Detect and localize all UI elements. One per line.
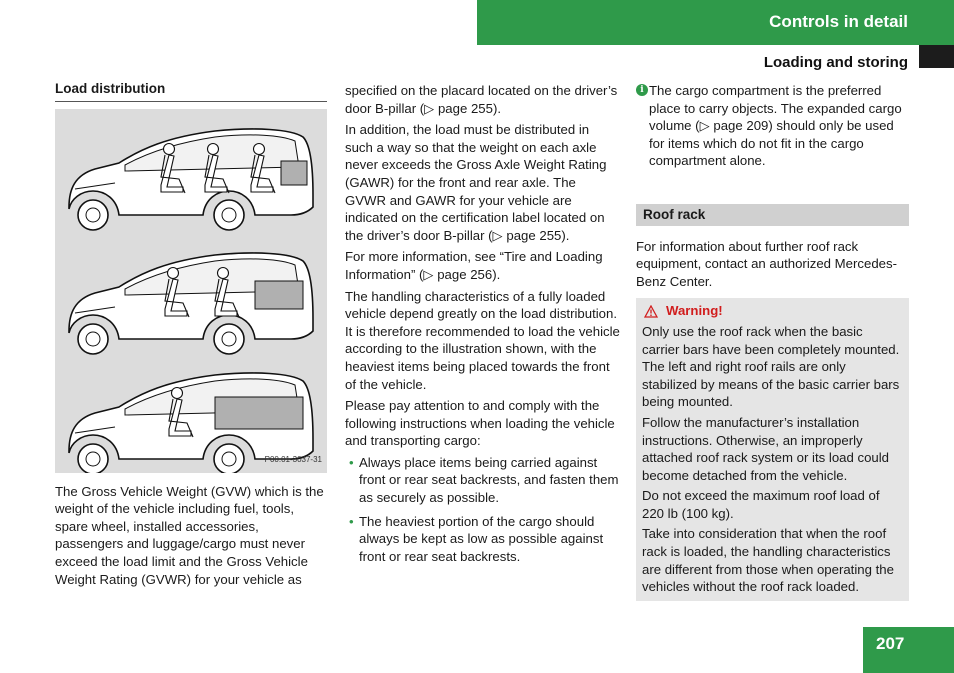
info-note xyxy=(636,82,909,170)
list-item-text: Always place items being carried against front or rear seat backrests, and fasten them as securely as possible. xyxy=(359,454,619,506)
thumb-tab xyxy=(919,45,954,68)
info-note-text: The cargo compartment is the preferred place to carry objects. The expanded cargo volume (▷ page 209) should only be used for items which do not fit in the cargo compartment alone. xyxy=(649,83,902,169)
figure-code: P00.01-3037-31 xyxy=(264,455,322,464)
bullet-icon: • xyxy=(349,454,354,470)
list-item-text: The heaviest portion of the cargo should always be kept as low as possible against front or rear seat backrests. xyxy=(359,513,604,564)
section-title: Loading and storing xyxy=(763,54,908,71)
left-column xyxy=(55,80,327,592)
right-column xyxy=(636,82,909,601)
middle-column xyxy=(345,82,620,571)
warning-paragraph: Follow the manufacturer’s installation instructions. Otherwise, an improperly attached roof rack system or its load could become detached from the vehicle. xyxy=(642,414,890,483)
tire-info-paragraph: For more information, see “Tire and Loading Information” (▷ page 256). xyxy=(345,249,603,282)
warning-box xyxy=(636,298,909,601)
warning-title-row xyxy=(642,302,903,320)
axle-weight-paragraph: In addition, the load must be distributed in such a way so that the weight on each axle never exceeds the Gross Axle Weight Rating (GAWR) for the front and rear axle. The GVWR and GAWR for your vehicle are indicated on the certification label located on the driver’s door B-pillar (▷ page 255). xyxy=(345,122,607,243)
list-item xyxy=(345,513,620,566)
warning-paragraph: Take into consideration that when the roof rack is loaded, the handling characteristics are different from those when operating the vehicles without the roof rack loaded. xyxy=(642,526,894,595)
placard-paragraph: specified on the placard located on the driver’s door B-pillar (▷ page 255). xyxy=(345,83,618,116)
warning-title: Warning! xyxy=(666,303,723,319)
warning-triangle-icon xyxy=(644,305,658,318)
warning-paragraph: Do not exceed the maximum roof load of 220 lb (100 kg). xyxy=(642,488,880,521)
load-distribution-figure xyxy=(55,109,327,473)
list-item xyxy=(345,454,620,507)
load-distribution-heading: Load distribution xyxy=(55,80,327,102)
page-number: 207 xyxy=(876,634,905,653)
header-bar xyxy=(477,0,954,45)
gvw-paragraph: The Gross Vehicle Weight (GVW) which is the weight of the vehicle including fuel, tools, spare wheel, installed accessories, passengers and luggage/cargo must never exceed the load limit and the Gross Vehicle Weight Rating (GVWR) for your vehicle as xyxy=(55,483,324,587)
roof-rack-heading: Roof rack xyxy=(636,204,909,226)
roof-rack-paragraph: For information about further roof rack equipment, contact an authorized Mercedes-Benz Center. xyxy=(636,238,897,289)
bullet-icon: • xyxy=(349,513,354,529)
warning-paragraph: Only use the roof rack when the basic carrier bars have been completely mounted. The left and right roof rails are only stabilized by means of the basic carrier bars being mounted. xyxy=(642,323,900,410)
chapter-title: Controls in detail xyxy=(769,12,908,31)
handling-paragraph: The handling characteristics of a fully loaded vehicle depend greatly on the load distribution. It is therefore recommended to load the vehicle according to the illustration shown, with the heaviest items being placed towards the front of the vehicle. xyxy=(345,288,620,392)
vehicle-loading-illustration xyxy=(55,109,327,473)
info-icon: i xyxy=(636,84,648,96)
instructions-paragraph: Please pay attention to and comply with the following instructions when loading the vehicle and transporting cargo: xyxy=(345,398,615,449)
page-number-box xyxy=(863,627,954,673)
